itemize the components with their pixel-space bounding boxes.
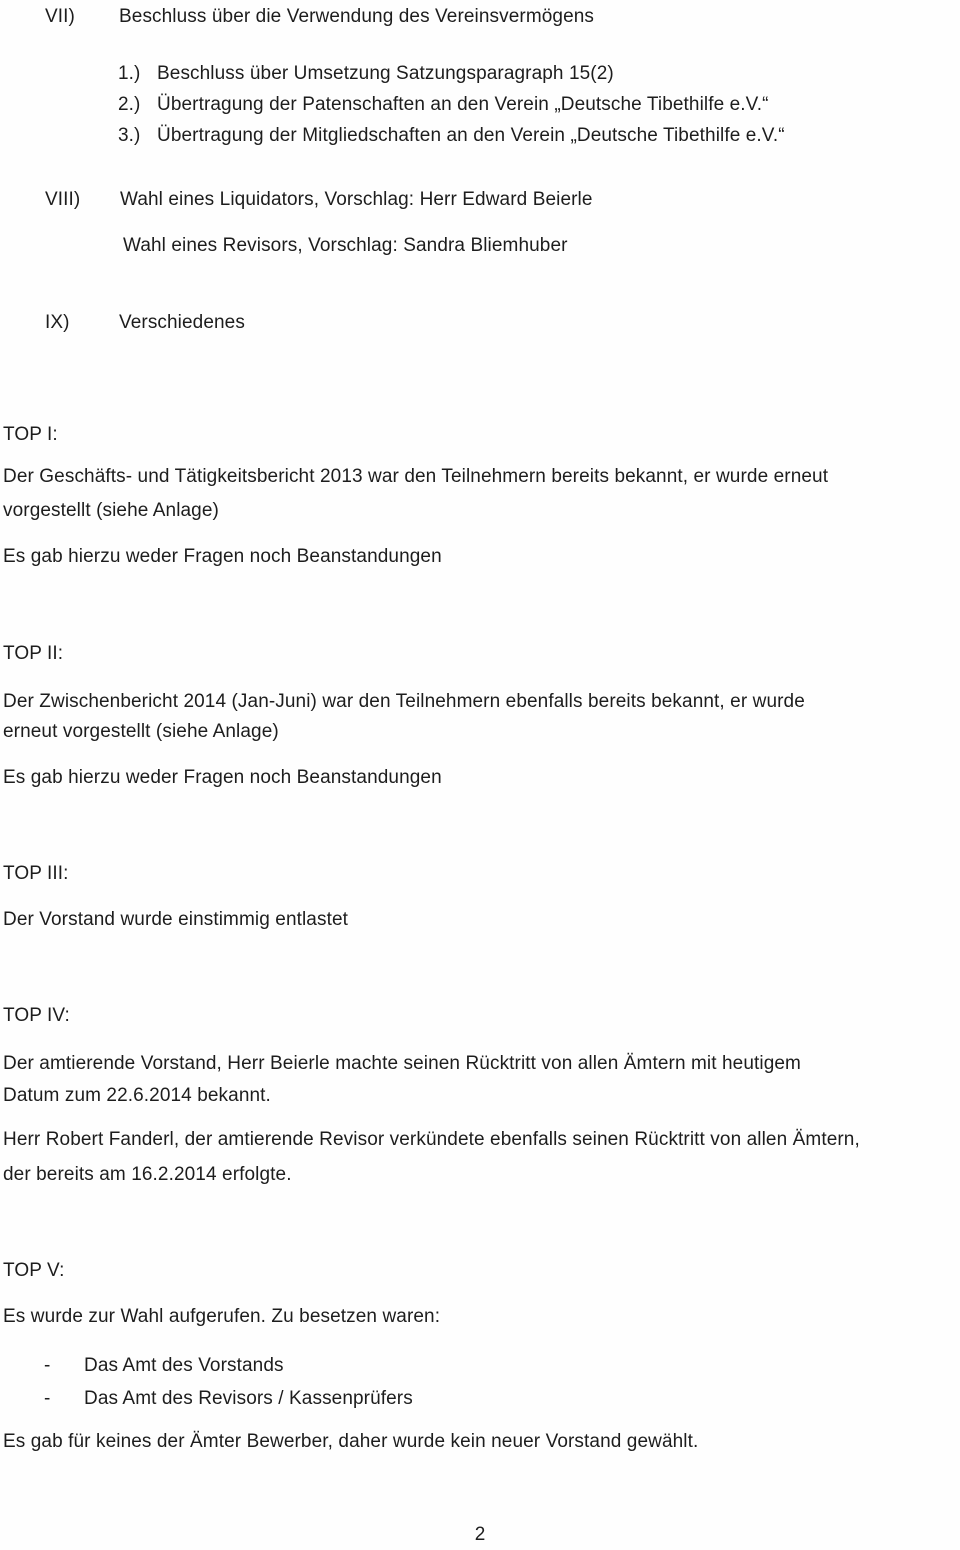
top-iv-paragraph1-line2: Datum zum 22.6.2014 bekannt. bbox=[3, 1085, 271, 1106]
agenda-viii-line2: Wahl eines Revisors, Vorschlag: Sandra Bliemhuber bbox=[123, 235, 568, 256]
top-v-paragraph2: Es gab für keines der Ämter Bewerber, daher wurde kein neuer Vorstand gewählt. bbox=[3, 1431, 699, 1452]
top-i-paragraph1-line2: vorgestellt (siehe Anlage) bbox=[3, 500, 219, 521]
agenda-viii-line1: Wahl eines Liquidators, Vorschlag: Herr Edward Beierle bbox=[120, 189, 593, 210]
agenda-vii-label: VII) bbox=[45, 6, 75, 27]
agenda-vii-item-3-text: Übertragung der Mitgliedschaften an den Verein „Deutsche Tibethilfe e.V.“ bbox=[157, 125, 785, 146]
page-number: 2 bbox=[474, 1524, 486, 1545]
top-ii-paragraph1-line2: erneut vorgestellt (siehe Anlage) bbox=[3, 721, 279, 742]
top-v-bullet-2-text: Das Amt des Revisors / Kassenprüfers bbox=[84, 1388, 413, 1409]
agenda-vii-item-1-number: 1.) bbox=[118, 63, 141, 84]
top-v-bullet-1-text: Das Amt des Vorstands bbox=[84, 1355, 284, 1376]
agenda-vii-item-2-number: 2.) bbox=[118, 94, 141, 115]
top-v-bullet-2-dash: - bbox=[44, 1388, 51, 1409]
top-ii-paragraph2: Es gab hierzu weder Fragen noch Beanstandungen bbox=[3, 767, 442, 788]
agenda-viii-label: VIII) bbox=[45, 189, 81, 210]
top-i-heading: TOP I: bbox=[3, 424, 58, 445]
top-v-heading: TOP V: bbox=[3, 1260, 65, 1281]
top-i-paragraph1-line1: Der Geschäfts- und Tätigkeitsbericht 2013 war den Teilnehmern bereits bekannt, er wurde erneut bbox=[3, 466, 829, 487]
agenda-ix-title: Verschiedenes bbox=[119, 312, 245, 333]
top-v-paragraph1: Es wurde zur Wahl aufgerufen. Zu besetzen waren: bbox=[3, 1306, 441, 1327]
top-ii-paragraph1-line1: Der Zwischenbericht 2014 (Jan-Juni) war den Teilnehmern ebenfalls bereits bekannt, er wurde bbox=[3, 691, 805, 712]
top-iv-paragraph2-line1: Herr Robert Fanderl, der amtierende Revisor verkündete ebenfalls seinen Rücktritt von allen Ämtern, bbox=[3, 1129, 860, 1150]
top-v-bullet-1-dash: - bbox=[44, 1355, 51, 1376]
top-i-paragraph2: Es gab hierzu weder Fragen noch Beanstandungen bbox=[3, 546, 442, 567]
top-iii-paragraph1: Der Vorstand wurde einstimmig entlastet bbox=[3, 909, 348, 930]
top-iv-heading: TOP IV: bbox=[3, 1005, 70, 1026]
agenda-vii-item-2-text: Übertragung der Patenschaften an den Verein „Deutsche Tibethilfe e.V.“ bbox=[157, 94, 769, 115]
top-ii-heading: TOP II: bbox=[3, 643, 64, 664]
agenda-vii-title: Beschluss über die Verwendung des Vereinsvermögens bbox=[119, 6, 595, 27]
top-iv-paragraph2-line2: der bereits am 16.2.2014 erfolgte. bbox=[3, 1164, 292, 1185]
top-iii-heading: TOP III: bbox=[3, 863, 69, 884]
agenda-ix-label: IX) bbox=[45, 312, 70, 333]
agenda-vii-item-1-text: Beschluss über Umsetzung Satzungsparagraph 15(2) bbox=[157, 63, 614, 84]
agenda-vii-item-3-number: 3.) bbox=[118, 125, 141, 146]
top-iv-paragraph1-line1: Der amtierende Vorstand, Herr Beierle machte seinen Rücktritt von allen Ämtern mit heutigem bbox=[3, 1053, 801, 1074]
